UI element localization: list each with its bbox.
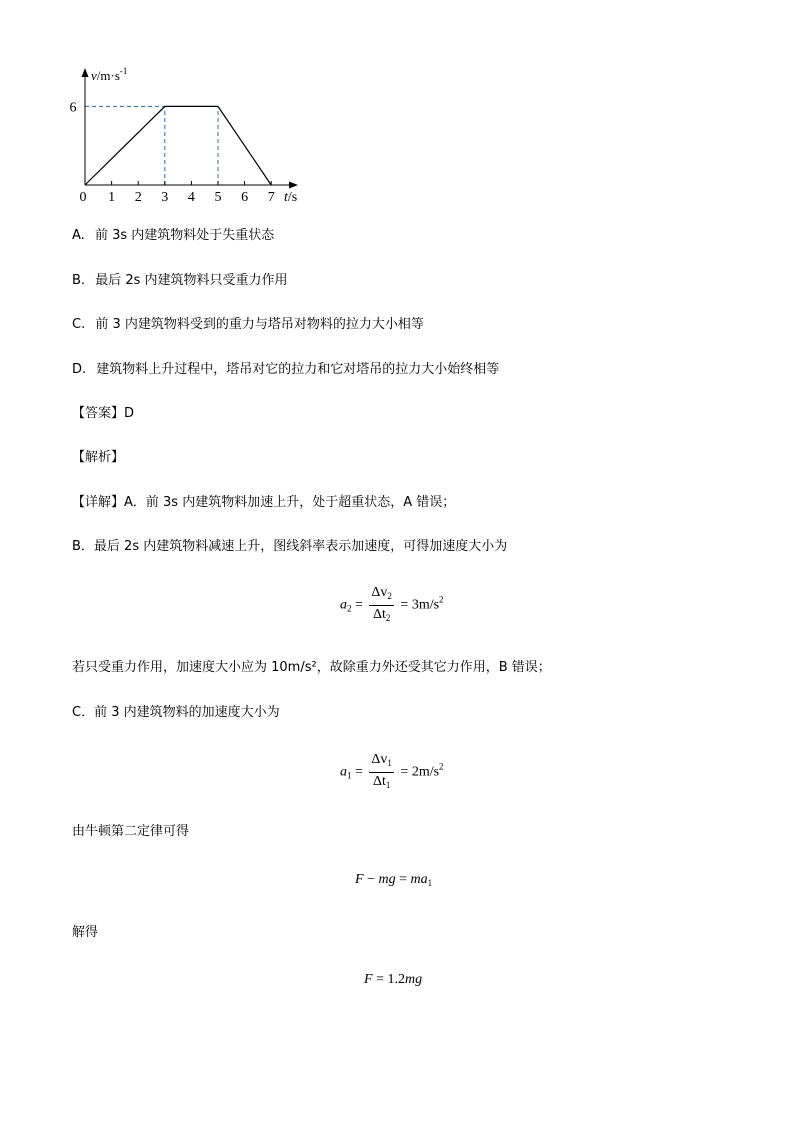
option-letter: D.: [72, 362, 87, 377]
y-tick-label: 6: [69, 100, 77, 116]
option-letter: B.: [72, 273, 86, 288]
option-b: [72, 273, 288, 289]
x-tick-label: 6: [241, 190, 249, 205]
y-axis-arrow: [82, 68, 89, 77]
detail-a-text: A．前 3s 内建筑物料加速上升，处于超重状态，A 错误；: [124, 495, 456, 510]
detail-label: 【详解】: [72, 495, 125, 510]
x-tick-label: 7: [267, 190, 275, 205]
x-tick-label: 2: [134, 190, 142, 205]
detail-b: B．最后 2s 内建筑物料减速上升，图线斜率表示加速度，可得加速度大小为: [72, 539, 508, 554]
analysis-label: 【解析】: [72, 450, 125, 465]
solve-line: 解得: [72, 925, 99, 940]
velocity-time-graph: [60, 60, 320, 210]
x-tick-label: 5: [214, 190, 222, 205]
formula-a2: $a_2$ = $\frac{\Delta v_2}{\Delta t_2}$ = $3m/s^2$: [340, 585, 444, 623]
option-letter: A.: [72, 228, 85, 243]
detail-c: C．前 3 内建筑物料的加速度大小为: [72, 705, 280, 720]
detail-a: [72, 495, 455, 511]
x-tick-label: 1: [108, 190, 116, 205]
answer-line: [72, 406, 134, 422]
option-text: 建筑物料上升过程中，塔吊对它的拉力和它对塔吊的拉力大小始终相等: [96, 362, 500, 377]
answer-label: 【答案】: [72, 406, 125, 421]
x-tick-label: 3: [161, 190, 169, 205]
x-tick-label: 0: [79, 190, 87, 205]
option-d: [72, 362, 499, 378]
newton-line: 由牛顿第二定律可得: [72, 824, 190, 839]
x-axis-arrow: [289, 182, 298, 189]
formula-newton: F − mg = $ma_1$: [355, 872, 433, 888]
option-letter: C.: [72, 317, 86, 332]
option-c: [72, 317, 424, 333]
formula-a1: $a_1$ = $\frac{\Delta v_1}{\Delta t_1}$ = $2m/s^2$: [340, 752, 444, 790]
answer-value: D: [124, 406, 135, 421]
option-text: 前 3s 内建筑物料处于失重状态: [94, 228, 275, 243]
formula-result: F = 1.2mg: [364, 972, 423, 987]
option-text: 前 3 内建筑物料受到的重力与塔吊对物料的拉力大小相等: [95, 317, 424, 332]
velocity-series-line: [85, 106, 271, 185]
x-tick-label: 4: [187, 190, 195, 205]
y-axis-label: $v/m\cdot s^{-1}$: [91, 66, 128, 83]
option-text: 最后 2s 内建筑物料只受重力作用: [95, 273, 288, 288]
x-axis-label: t/s: [284, 190, 298, 205]
detail-b-follow: 若只受重力作用，加速度大小应为 10m/s²，故除重力外还受其它力作用，B 错误；: [72, 660, 551, 675]
option-a: [72, 228, 274, 244]
